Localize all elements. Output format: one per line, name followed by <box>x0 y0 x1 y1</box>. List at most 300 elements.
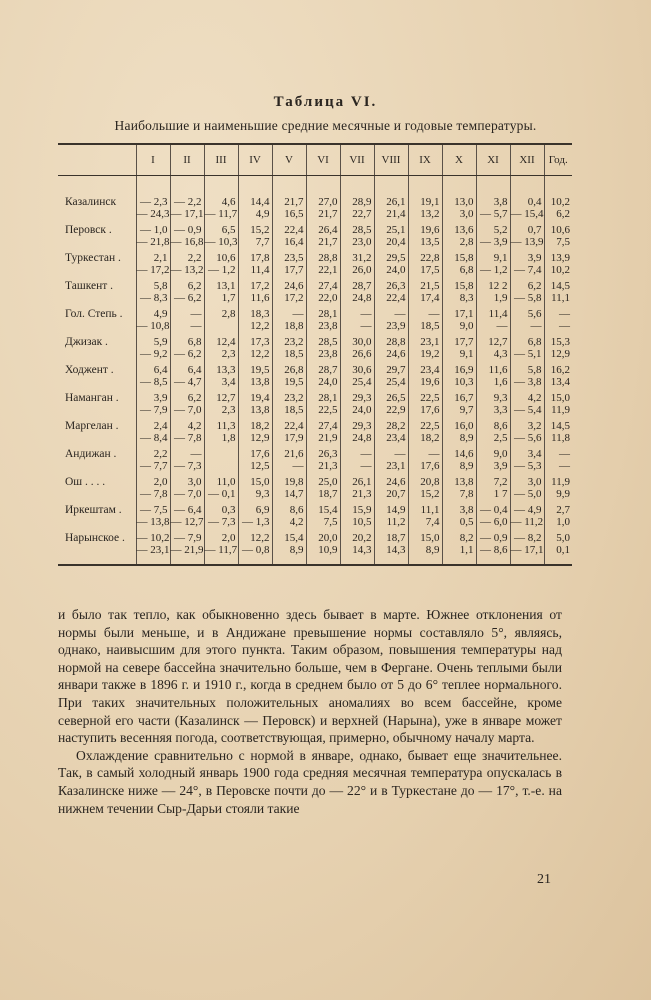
max-temperature: — 4,9 <box>514 504 542 516</box>
min-temperature: 11,8 <box>551 432 570 444</box>
temperature-cell <box>340 504 374 532</box>
max-temperature: 25,1 <box>386 224 406 236</box>
max-temperature: 21,7 <box>284 196 304 208</box>
min-temperature: — <box>559 320 570 332</box>
spacer-cell <box>476 176 510 197</box>
station-name: Ташкент . <box>65 280 114 292</box>
max-temperature: 25,0 <box>318 476 338 488</box>
min-temperature: 18,2 <box>420 432 440 444</box>
max-temperature: 2,0 <box>221 532 236 544</box>
max-temperature: 2,2 <box>187 252 202 264</box>
min-temperature: 24,0 <box>352 404 372 416</box>
spacer-cell <box>442 176 476 197</box>
temperature-cell <box>136 476 170 504</box>
max-temperature: 19,6 <box>420 224 440 236</box>
min-temperature: 12,5 <box>250 460 270 472</box>
min-temperature: — 7,4 <box>514 264 542 276</box>
min-temperature: — <box>360 320 372 332</box>
max-temperature: 3,0 <box>187 476 202 488</box>
max-temperature: 16,7 <box>454 392 474 404</box>
temperature-cell <box>442 364 476 392</box>
max-temperature: — <box>394 448 406 460</box>
min-temperature: 11,2 <box>386 516 406 528</box>
max-temperature: 29,3 <box>352 420 372 432</box>
temperature-cell <box>272 392 306 420</box>
station-name: Иркештам . <box>65 504 122 516</box>
min-temperature: — 7,9 <box>140 404 168 416</box>
table-spacer-row <box>58 176 572 197</box>
temperature-cell <box>238 532 272 565</box>
max-temperature: 15,2 <box>250 224 270 236</box>
min-temperature: 10,9 <box>318 544 338 556</box>
max-temperature: 2,4 <box>153 420 168 432</box>
min-temperature: 17,5 <box>420 264 440 276</box>
station-name: Андижан . <box>65 448 117 460</box>
temperature-cell <box>238 252 272 280</box>
temperature-cell <box>204 336 238 364</box>
min-temperature: 14,3 <box>352 544 372 556</box>
temperature-cell <box>204 252 238 280</box>
max-temperature: 11,1 <box>420 504 440 516</box>
max-temperature: 16,2 <box>550 364 570 376</box>
min-temperature: 22,7 <box>352 208 372 220</box>
max-temperature: 17,7 <box>454 336 474 348</box>
spacer-cell <box>340 176 374 197</box>
max-temperature: 6,2 <box>527 280 542 292</box>
min-temperature: 23,0 <box>352 236 372 248</box>
min-temperature: — 4,7 <box>174 376 202 388</box>
max-temperature: 23,2 <box>284 336 304 348</box>
station-name: Маргелан . <box>65 420 119 432</box>
max-temperature: 19,8 <box>284 476 304 488</box>
min-temperature: 18,5 <box>284 404 304 416</box>
min-temperature: — 3,8 <box>514 376 542 388</box>
temperature-cell <box>340 336 374 364</box>
min-temperature: 11,1 <box>551 292 570 304</box>
max-temperature: 13,6 <box>454 224 474 236</box>
max-temperature: — <box>394 308 406 320</box>
min-temperature: 3,9 <box>493 460 508 472</box>
max-temperature: 15,4 <box>284 532 304 544</box>
table-row <box>58 280 572 308</box>
min-temperature: — 7,0 <box>174 404 202 416</box>
temperature-cell <box>476 448 510 476</box>
max-temperature: 17,1 <box>454 308 474 320</box>
temperature-cell <box>340 308 374 336</box>
max-temperature: 5,0 <box>556 532 570 544</box>
temperature-cell <box>272 280 306 308</box>
max-temperature: 19,1 <box>420 196 440 208</box>
temperature-cell <box>306 280 340 308</box>
max-temperature: 3,9 <box>527 252 542 264</box>
temperature-cell <box>204 476 238 504</box>
temperature-cell <box>544 504 572 532</box>
min-temperature: 9,3 <box>255 488 270 500</box>
max-temperature: 27,4 <box>318 280 338 292</box>
max-temperature: 14,9 <box>386 504 406 516</box>
min-temperature: — 1,2 <box>208 264 236 276</box>
max-temperature: 22,8 <box>420 252 440 264</box>
max-temperature: 28,1 <box>318 392 338 404</box>
min-temperature: 13,5 <box>420 236 440 248</box>
temperature-cell <box>238 308 272 336</box>
column-header: V <box>272 144 306 176</box>
max-temperature: 8,2 <box>459 532 474 544</box>
min-temperature: 4,2 <box>289 516 304 528</box>
max-temperature: 26,8 <box>284 364 304 376</box>
temperature-cell <box>204 420 238 448</box>
temperature-cell <box>340 196 374 224</box>
min-temperature: 3,4 <box>221 376 236 388</box>
station-name: Перовск . <box>65 224 112 236</box>
temperature-cell <box>272 252 306 280</box>
max-temperature: 19,4 <box>250 392 270 404</box>
temperature-cell <box>340 476 374 504</box>
max-temperature: — 0,9 <box>174 224 202 236</box>
min-temperature: 22,1 <box>318 264 338 276</box>
temperature-cell <box>408 308 442 336</box>
temperature-cell <box>170 476 204 504</box>
min-temperature: — 6,2 <box>174 348 202 360</box>
temperature-cell <box>374 476 408 504</box>
temperature-cell <box>238 280 272 308</box>
temperature-cell <box>374 252 408 280</box>
max-temperature: 6,8 <box>527 336 542 348</box>
max-temperature: 19,5 <box>250 364 270 376</box>
min-temperature: 18,8 <box>284 320 304 332</box>
max-temperature: 23,1 <box>420 336 440 348</box>
temperature-cell <box>544 392 572 420</box>
temperature-cell <box>340 532 374 565</box>
min-temperature: 8,9 <box>425 544 440 556</box>
min-temperature: 1,0 <box>556 516 570 528</box>
min-temperature: — 13,8 <box>136 516 170 528</box>
temperature-cell <box>476 392 510 420</box>
max-temperature: 3,8 <box>459 504 474 516</box>
max-temperature: 6,5 <box>221 224 236 236</box>
max-temperature: 18,7 <box>386 532 406 544</box>
station-name: Нарынское . <box>58 532 136 565</box>
temperature-cell <box>306 420 340 448</box>
max-temperature: 3,9 <box>153 392 168 404</box>
max-temperature: 29,7 <box>386 364 406 376</box>
min-temperature: 9,7 <box>459 404 474 416</box>
max-temperature: 20,2 <box>352 532 372 544</box>
min-temperature: — <box>559 460 570 472</box>
temperature-cell <box>544 280 572 308</box>
temperature-cell <box>136 532 170 565</box>
min-temperature: 12,9 <box>550 348 570 360</box>
min-temperature: — 11,2 <box>510 516 544 528</box>
max-temperature: 27,0 <box>318 196 338 208</box>
temperature-cell <box>204 448 238 476</box>
max-temperature: 26,3 <box>318 448 338 460</box>
min-temperature: 1,9 <box>493 292 508 304</box>
temperature-cell <box>544 224 572 252</box>
temperature-cell <box>136 224 170 252</box>
max-temperature: 0,4 <box>527 196 542 208</box>
temperature-cell <box>544 420 572 448</box>
table-row <box>58 224 572 252</box>
temperature-cell <box>238 392 272 420</box>
max-temperature: 29,3 <box>352 392 372 404</box>
temperature-cell <box>238 448 272 476</box>
min-temperature: 1 7 <box>493 488 508 500</box>
min-temperature: 17,6 <box>420 460 440 472</box>
min-temperature: 20,7 <box>386 488 406 500</box>
min-temperature: 16,4 <box>284 236 304 248</box>
max-temperature: 26,1 <box>352 476 372 488</box>
temperature-cell <box>306 336 340 364</box>
max-temperature: 24,6 <box>386 476 406 488</box>
max-temperature: 26,3 <box>386 280 406 292</box>
min-temperature: 25,4 <box>386 376 406 388</box>
temperature-cell <box>272 504 306 532</box>
max-temperature: 6,4 <box>153 364 168 376</box>
temperature-cell <box>544 336 572 364</box>
temperature-cell <box>170 532 204 565</box>
temperature-cell <box>136 364 170 392</box>
min-temperature: 9,1 <box>459 348 474 360</box>
temperature-cell <box>306 252 340 280</box>
column-header: VI <box>306 144 340 176</box>
max-temperature: 18,2 <box>250 420 270 432</box>
min-temperature: — 8,4 <box>140 432 168 444</box>
max-temperature: 4,2 <box>527 392 542 404</box>
max-temperature: 12,7 <box>488 336 508 348</box>
min-temperature: 10,2 <box>550 264 570 276</box>
max-temperature: 18,3 <box>250 308 270 320</box>
temperature-cell <box>408 196 442 224</box>
temperature-cell <box>408 448 442 476</box>
max-temperature: — <box>292 308 304 320</box>
min-temperature: — 7,7 <box>140 460 168 472</box>
min-temperature: 10,3 <box>454 376 474 388</box>
max-temperature: 28,7 <box>352 280 372 292</box>
temperature-cell <box>476 420 510 448</box>
temperature-cell <box>510 364 544 392</box>
min-temperature: 1,1 <box>459 544 474 556</box>
min-temperature: — 11,7 <box>204 544 238 556</box>
min-temperature: 8,9 <box>459 460 474 472</box>
max-temperature: 0,3 <box>221 504 236 516</box>
max-temperature: 26,4 <box>318 224 338 236</box>
min-temperature: 7,7 <box>255 236 270 248</box>
min-temperature: 13,8 <box>250 404 270 416</box>
temperature-cell <box>374 196 408 224</box>
min-temperature: — 5,1 <box>514 348 542 360</box>
min-temperature: 2,3 <box>221 348 236 360</box>
max-temperature: — <box>428 448 440 460</box>
spacer-cell <box>510 176 544 197</box>
min-temperature: — 5,7 <box>480 208 508 220</box>
min-temperature: 3,0 <box>459 208 474 220</box>
min-temperature: 23,8 <box>318 348 338 360</box>
temperature-cell <box>272 420 306 448</box>
max-temperature: 14,6 <box>454 448 474 460</box>
body-paragraph: и было так тепло, как обыкновенно здесь бывает в марте. Южнее отклонения от нормы были меньше, и в Андижане превышение нормы составляло 5°, являясь, однако, наивысшим для этого пункта. Таким образом, повышения температуры над нормой на севере бассейна значительно больше, чем в Фергане. Очень теплыми были январи также в 1896 г. и 1910 г., когда в среднем было от 5 до 6° теплее нормального. При таких значительных положительных аномалиях во всем бассейне, кроме северной его части (Казалинск — Перовск) и верхней (Нарына), уже в январе может наступить весенняя погода, соответствующая, примерно, обычному началу марта. <box>58 607 562 746</box>
min-temperature: — 17,1 <box>510 544 544 556</box>
min-temperature: — 7,3 <box>174 460 202 472</box>
column-header: VIII <box>374 144 408 176</box>
min-temperature: 11,9 <box>551 404 570 416</box>
min-temperature: 11,6 <box>250 292 270 304</box>
temperature-cell <box>374 308 408 336</box>
max-temperature: 14,5 <box>550 280 570 292</box>
temperature-cell <box>510 532 544 565</box>
temperature-cell <box>442 336 476 364</box>
max-temperature: 3,0 <box>527 476 542 488</box>
max-temperature: 23,4 <box>420 364 440 376</box>
min-temperature: — 7,3 <box>208 516 236 528</box>
max-temperature: 28,8 <box>318 252 338 264</box>
max-temperature: 17,8 <box>250 252 270 264</box>
temperature-cell <box>442 420 476 448</box>
table-header-row <box>58 144 572 176</box>
max-temperature: — 7,9 <box>174 532 202 544</box>
temperature-cell <box>340 420 374 448</box>
max-temperature: 6,2 <box>187 280 202 292</box>
min-temperature: 19,5 <box>284 376 304 388</box>
min-temperature: 21,9 <box>318 432 338 444</box>
page-number: 21 <box>537 872 551 887</box>
spacer-cell <box>374 176 408 197</box>
max-temperature: 22,4 <box>284 420 304 432</box>
min-temperature: 19,6 <box>420 376 440 388</box>
min-temperature: 24,0 <box>318 376 338 388</box>
temperature-cell <box>136 448 170 476</box>
min-temperature: — 12,7 <box>170 516 204 528</box>
table-row <box>58 476 572 504</box>
temperature-cell <box>374 532 408 565</box>
min-temperature: 8,9 <box>459 432 474 444</box>
temperature-cell <box>238 476 272 504</box>
max-temperature: 3,2 <box>527 420 542 432</box>
min-temperature: 22,0 <box>318 292 338 304</box>
min-temperature: — 16,8 <box>170 236 204 248</box>
max-temperature: 3,8 <box>493 196 508 208</box>
spacer-cell <box>204 176 238 197</box>
min-temperature: 26,6 <box>352 348 372 360</box>
min-temperature: 17,2 <box>284 292 304 304</box>
temperature-cell <box>272 476 306 504</box>
max-temperature: 8,6 <box>493 420 508 432</box>
min-temperature: 21,7 <box>318 236 338 248</box>
temperature-cell <box>306 448 340 476</box>
min-temperature: 24,8 <box>352 292 372 304</box>
max-temperature: 8,6 <box>289 504 304 516</box>
max-temperature: 15,9 <box>352 504 372 516</box>
temperature-cell <box>170 336 204 364</box>
max-temperature: 11,9 <box>551 476 570 488</box>
spacer-cell <box>272 176 306 197</box>
temperature-cell <box>204 504 238 532</box>
temperature-cell <box>544 252 572 280</box>
temperature-cell <box>476 532 510 565</box>
temperature-cell <box>476 336 510 364</box>
min-temperature: 12,2 <box>250 320 270 332</box>
max-temperature: 28,8 <box>386 336 406 348</box>
min-temperature: — 10,3 <box>204 236 238 248</box>
min-temperature: 17,4 <box>420 292 440 304</box>
temperature-cell <box>476 224 510 252</box>
table-row <box>58 420 572 448</box>
temperature-cell <box>272 336 306 364</box>
max-temperature: 14,4 <box>250 196 270 208</box>
max-temperature: 26,5 <box>386 392 406 404</box>
min-temperature: 13,4 <box>550 376 570 388</box>
temperature-cell <box>238 336 272 364</box>
max-temperature: 12,2 <box>250 532 270 544</box>
min-temperature: — 9,2 <box>140 348 168 360</box>
max-temperature: 15,3 <box>550 336 570 348</box>
min-temperature: 2,3 <box>221 404 236 416</box>
min-temperature: 4,9 <box>255 208 270 220</box>
temperature-cell <box>272 224 306 252</box>
temperature-cell <box>340 364 374 392</box>
min-temperature: 23,9 <box>386 320 406 332</box>
spacer-cell <box>136 176 170 197</box>
max-temperature: 13,9 <box>550 252 570 264</box>
min-temperature: 6,8 <box>459 264 474 276</box>
min-temperature: — 7,8 <box>140 488 168 500</box>
min-temperature: — 1,3 <box>242 516 270 528</box>
temperature-cell <box>442 224 476 252</box>
min-temperature: — 17,1 <box>170 208 204 220</box>
temperature-cell <box>510 476 544 504</box>
max-temperature: 10,6 <box>550 224 570 236</box>
min-temperature: 3,3 <box>493 404 508 416</box>
temperature-cell <box>544 532 572 565</box>
temperature-cell <box>408 392 442 420</box>
temperature-cell <box>136 280 170 308</box>
temperature-cell <box>442 476 476 504</box>
min-temperature: 17,6 <box>420 404 440 416</box>
column-header: I <box>136 144 170 176</box>
min-temperature: 8,3 <box>459 292 474 304</box>
max-temperature: — 10,2 <box>136 532 170 544</box>
max-temperature: 15,8 <box>454 252 474 264</box>
max-temperature: 9,3 <box>493 392 508 404</box>
temperature-cell <box>306 224 340 252</box>
min-temperature: — 1,2 <box>480 264 508 276</box>
max-temperature: 12,4 <box>216 336 236 348</box>
spacer-cell <box>544 176 572 197</box>
temperature-cell <box>544 364 572 392</box>
body-text <box>58 606 562 817</box>
min-temperature: 13,8 <box>250 376 270 388</box>
min-temperature: 19,2 <box>420 348 440 360</box>
max-temperature: 0,7 <box>527 224 542 236</box>
table-row <box>58 504 572 532</box>
max-temperature: 11,6 <box>488 364 508 376</box>
table-title: Таблица VI. <box>273 94 378 110</box>
max-temperature: 17,3 <box>250 336 270 348</box>
min-temperature: 21,4 <box>386 208 406 220</box>
max-temperature: 4,9 <box>153 308 168 320</box>
temperature-cell <box>306 196 340 224</box>
temperature-cell <box>306 308 340 336</box>
max-temperature: 28,5 <box>318 336 338 348</box>
min-temperature: — 15,4 <box>510 208 544 220</box>
max-temperature: 30,6 <box>352 364 372 376</box>
temperature-cell <box>510 448 544 476</box>
temperature-cell <box>408 476 442 504</box>
min-temperature: 7,4 <box>425 516 440 528</box>
temperature-cell <box>136 196 170 224</box>
temperature-cell <box>510 196 544 224</box>
temperature-cell <box>544 308 572 336</box>
